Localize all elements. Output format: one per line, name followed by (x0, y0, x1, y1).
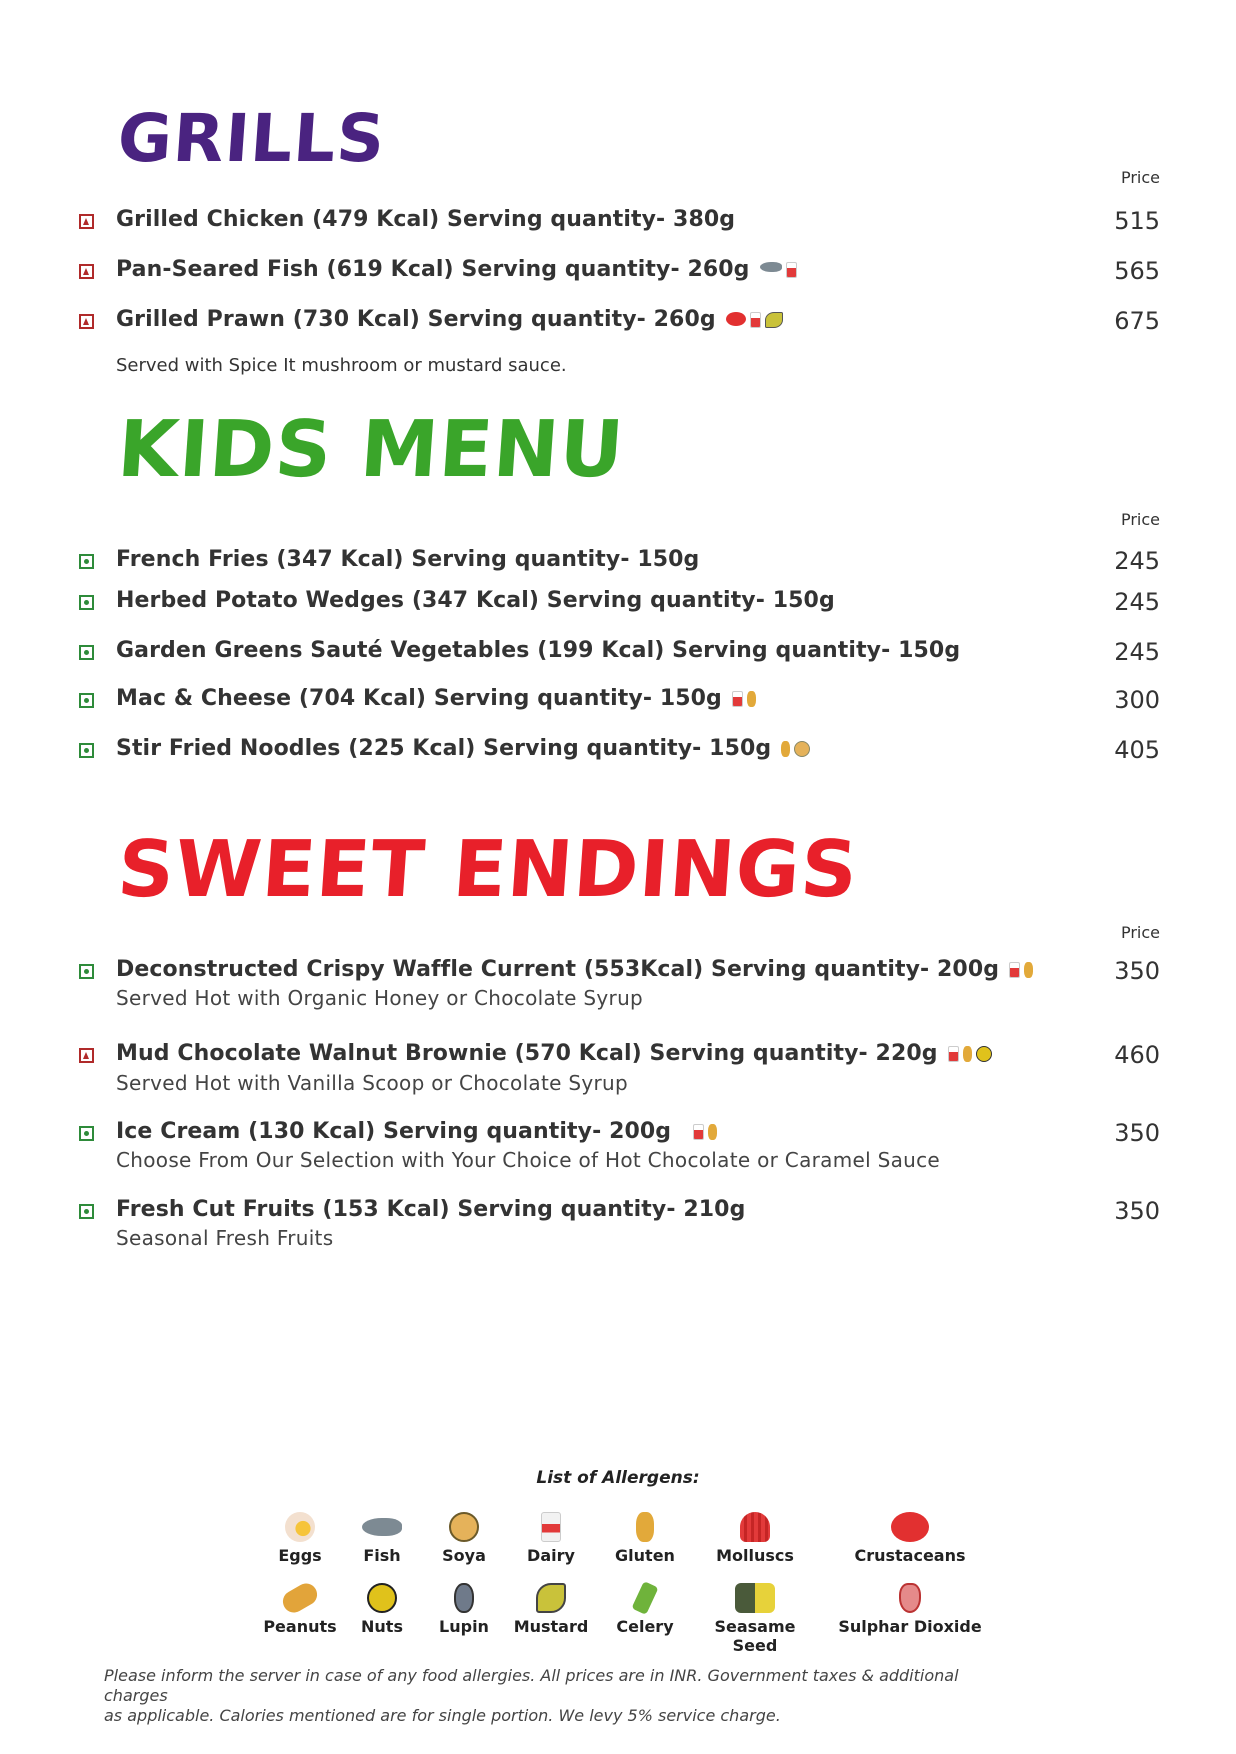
allergen-sulphur-dioxide: Sulphar Dioxide (835, 1583, 985, 1636)
menu-item-price: 350 (1114, 1119, 1160, 1147)
menu-item-name: Herbed Potato Wedges (347 Kcal) Serving quantity- 150g (116, 588, 835, 613)
menu-item-price: 245 (1114, 588, 1160, 616)
grills-note: Served with Spice It mushroom or mustard sauce. (116, 355, 567, 376)
peanuts-icon (279, 1579, 321, 1616)
grills-heading: GRILLS (115, 100, 388, 177)
dairy-icon (948, 1046, 959, 1062)
fish-icon (760, 262, 782, 272)
allergen-lupin: Lupin (429, 1583, 499, 1636)
allergen-dairy: Dairy (516, 1512, 586, 1565)
menu-item-name: Mud Chocolate Walnut Brownie (570 Kcal) Serving quantity- 220g (116, 1041, 992, 1066)
menu-item-price: 350 (1114, 1197, 1160, 1225)
allergen-soya: Soya (429, 1512, 499, 1565)
nuts-icon (976, 1046, 992, 1062)
footer-line-1: Please inform the server in case of any food allergies. All prices are in INR. Government taxes & additional charges (104, 1666, 959, 1705)
menu-item-description: Seasonal Fresh Fruits (116, 1226, 334, 1250)
menu-item-name: French Fries (347 Kcal) Serving quantity- 150g (116, 547, 700, 572)
menu-item-row (0, 588, 1236, 622)
menu-item-price: 245 (1114, 547, 1160, 575)
menu-item-price: 300 (1114, 686, 1160, 714)
menu-item-row (0, 207, 1236, 241)
allergen-molluscs: Molluscs (705, 1512, 805, 1565)
nonveg-icon (79, 214, 94, 229)
menu-item-name: Ice Cream (130 Kcal) Serving quantity- 200g (116, 1119, 717, 1144)
nonveg-icon (79, 264, 94, 279)
allergen-sesame-seed: Seasame Seed (690, 1583, 820, 1655)
veg-icon (79, 743, 94, 758)
menu-item-name: Mac & Cheese (704 Kcal) Serving quantity- 150g (116, 686, 756, 711)
veg-icon (79, 554, 94, 569)
veg-icon (79, 1204, 94, 1219)
menu-item-row (0, 736, 1236, 770)
veg-icon (79, 595, 94, 610)
grills-price-label: Price (1120, 168, 1160, 187)
menu-item-row (0, 1041, 1236, 1075)
sweet-price-label: Price (1120, 923, 1160, 942)
menu-item-name: Garden Greens Sauté Vegetables (199 Kcal) Serving quantity- 150g (116, 638, 961, 663)
dairy-icon (750, 312, 761, 328)
allergen-fish: Fish (347, 1512, 417, 1565)
menu-item-row (0, 307, 1236, 341)
menu-item-name: Deconstructed Crispy Waffle Current (553Kcal) Serving quantity- 200g (116, 957, 1033, 982)
allergen-nuts: Nuts (347, 1583, 417, 1636)
mustard-icon (765, 312, 783, 328)
allergen-eggs: Eggs (265, 1512, 335, 1565)
gluten-icon (708, 1124, 717, 1140)
menu-item-price: 565 (1114, 257, 1160, 285)
kids-menu-heading: KIDS MENU (114, 405, 628, 495)
veg-icon (79, 693, 94, 708)
lupin-icon (454, 1583, 474, 1613)
menu-item-description: Served Hot with Organic Honey or Chocolate Syrup (116, 986, 644, 1010)
footer-line-2: as applicable. Calories mentioned are for single portion. We levy 5% service charge. (104, 1706, 781, 1725)
veg-icon (79, 964, 94, 979)
allergen-mustard: Mustard (511, 1583, 591, 1636)
allergen-celery: Celery (610, 1583, 680, 1636)
menu-item-description: Served Hot with Vanilla Scoop or Chocolate Syrup (116, 1071, 629, 1095)
crustaceans-icon (726, 312, 746, 326)
menu-item-name: Fresh Cut Fruits (153 Kcal) Serving quantity- 210g (116, 1197, 746, 1222)
menu-item-price: 515 (1114, 207, 1160, 235)
dairy-icon (541, 1512, 561, 1542)
menu-item-name: Pan-Seared Fish (619 Kcal) Serving quantity- 260g (116, 257, 797, 282)
menu-item-row (0, 257, 1236, 291)
celery-icon (631, 1581, 658, 1615)
menu-item-price: 405 (1114, 736, 1160, 764)
dairy-icon (1009, 962, 1020, 978)
veg-icon (79, 645, 94, 660)
dairy-icon (786, 262, 797, 278)
soya-icon (449, 1512, 479, 1542)
menu-item-price: 350 (1114, 957, 1160, 985)
sweet-endings-heading: SWEET ENDINGS (114, 825, 862, 915)
gluten-icon (636, 1512, 654, 1542)
menu-item-row (0, 686, 1236, 720)
allergen-crustaceans: Crustaceans (845, 1512, 975, 1565)
kids-price-label: Price (1120, 510, 1160, 529)
menu-item-name: Stir Fried Noodles (225 Kcal) Serving quantity- 150g (116, 736, 810, 761)
crustaceans-icon (891, 1512, 929, 1542)
menu-item-row (0, 638, 1236, 672)
sesame-seed-icon (735, 1583, 775, 1613)
menu-item-price: 675 (1114, 307, 1160, 335)
mustard-icon (536, 1583, 566, 1613)
allergen-peanuts: Peanuts (260, 1583, 340, 1636)
gluten-icon (963, 1046, 972, 1062)
menu-item-price: 460 (1114, 1041, 1160, 1069)
veg-icon (79, 1126, 94, 1141)
nonveg-icon (79, 314, 94, 329)
molluscs-icon (740, 1512, 770, 1542)
allergen-gluten: Gluten (610, 1512, 680, 1565)
menu-item-name: Grilled Prawn (730 Kcal) Serving quantity- 260g (116, 307, 783, 332)
eggs-icon (285, 1512, 315, 1542)
menu-item-name: Grilled Chicken (479 Kcal) Serving quantity- 380g (116, 207, 736, 232)
gluten-icon (1024, 962, 1033, 978)
soya-icon (794, 741, 810, 757)
gluten-icon (781, 741, 790, 757)
gluten-icon (747, 691, 756, 707)
dairy-icon (732, 691, 743, 707)
nuts-icon (367, 1583, 397, 1613)
footer-disclaimer (104, 1666, 1004, 1726)
allergens-title: List of Allergens: (536, 1468, 700, 1488)
menu-item-description: Choose From Our Selection with Your Choice of Hot Chocolate or Caramel Sauce (116, 1148, 941, 1172)
nonveg-icon (79, 1048, 94, 1063)
fish-icon (362, 1518, 402, 1536)
menu-item-row (0, 547, 1236, 581)
dairy-icon (693, 1124, 704, 1140)
menu-item-price: 245 (1114, 638, 1160, 666)
sulphur-dioxide-icon (899, 1583, 921, 1613)
